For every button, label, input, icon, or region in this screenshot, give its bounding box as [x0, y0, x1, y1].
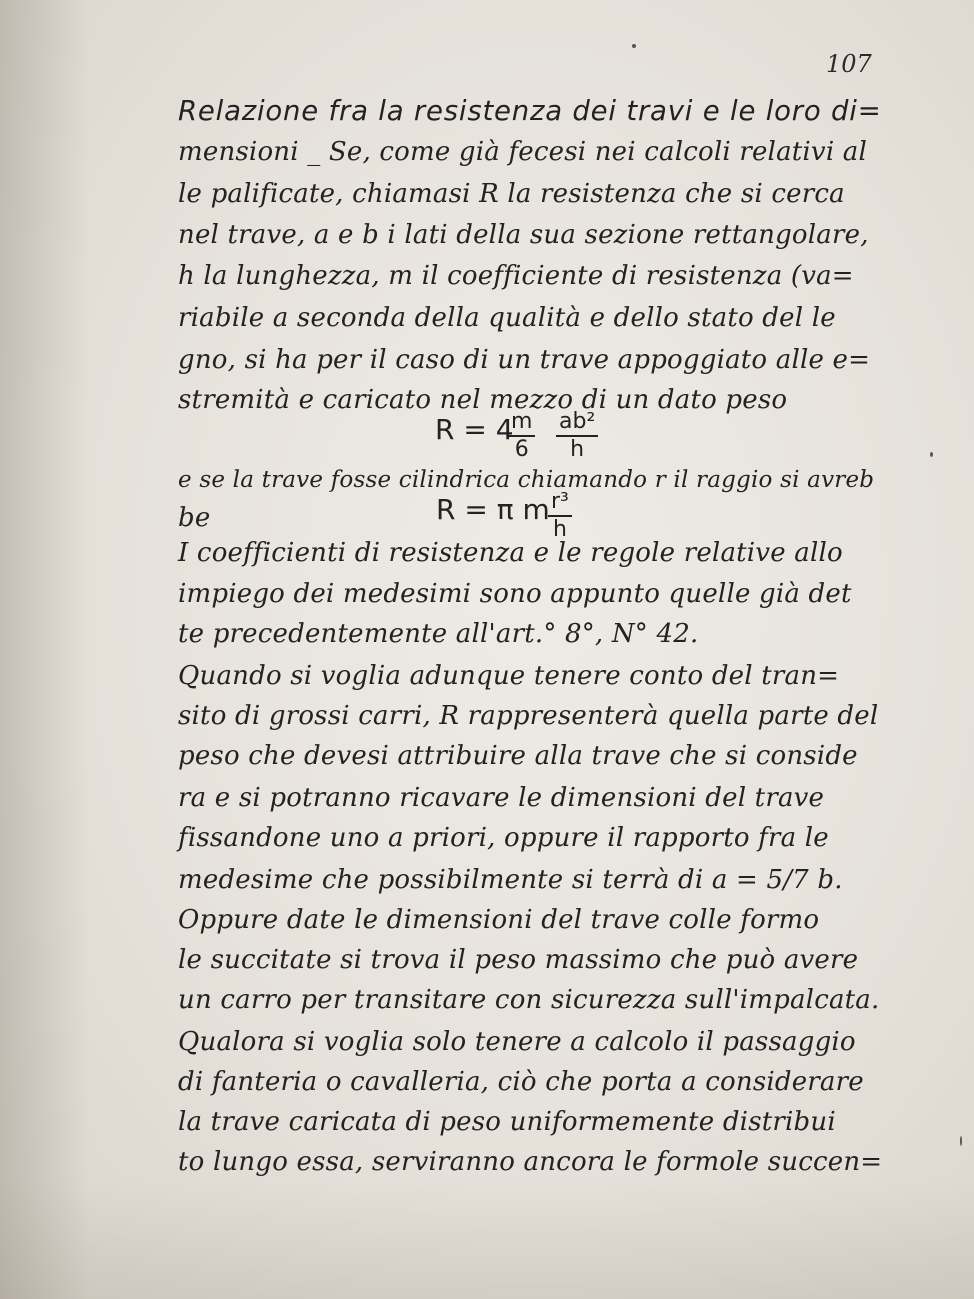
formula-beam-cylindrical [436, 493, 550, 526]
text-line: riabile a seconda della qualità e dello stato del le [178, 303, 836, 333]
text-line: Oppure date le dimensioni del trave colle formo [178, 905, 820, 935]
text-line: le palificate, chiamasi R la resistenza che si cerca [178, 179, 845, 209]
fraction-numerator: m [508, 409, 535, 437]
text-line: medesime che possibilmente si terrà di a = 5/7 b. [178, 865, 843, 895]
text-line: te precedentemente all'art.° 8°, N° 42. [178, 619, 699, 649]
page-edge-shadow [0, 0, 90, 1299]
formula-lhs: R = π m [436, 493, 550, 526]
text-line: la trave caricata di peso uniformemente distribui [178, 1107, 836, 1137]
formula-beam-rectangular [435, 413, 514, 446]
text-line: mensioni _ Se, come già fecesi nei calcoli relativi al [178, 137, 868, 167]
text-line: gno, si ha per il caso di un trave appoggiato alle e= [178, 345, 871, 375]
fraction-denominator: h [570, 437, 585, 462]
text-line: le succitate si trova il peso massimo che può avere [178, 945, 859, 975]
page-number: 107 [826, 50, 872, 78]
fraction-numerator: ab² [556, 409, 598, 437]
text-line: nel trave, a e b i lati della sua sezione rettangolare, [178, 220, 869, 250]
text-line: h la lunghezza, m il coefficiente di resistenza (va= [178, 261, 854, 291]
fraction-m-over-6 [508, 409, 535, 463]
formula-lhs: R = 4 [435, 413, 514, 446]
fraction-denominator: h [552, 517, 567, 542]
text-line: sito di grossi carri, R rappresenterà quella parte del [178, 701, 879, 731]
paper-speck [960, 1136, 962, 1146]
text-line: di fanteria o cavalleria, ciò che porta a considerare [178, 1067, 864, 1097]
text-line: Quando si voglia adunque tenere conto del tran= [178, 661, 840, 691]
text-line: Qualora si voglia solo tenere a calcolo il passaggio [178, 1027, 856, 1057]
text-line: ra e si potranno ricavare le dimensioni del trave [178, 783, 825, 813]
text-line: be [178, 503, 211, 533]
text-line: stremità e caricato nel mezzo di un dato peso [178, 385, 788, 415]
page-bottom-shadow [0, 1179, 974, 1299]
text-line: I coefficienti di resistenza e le regole relative allo [178, 538, 843, 568]
paper-speck [930, 452, 933, 457]
text-line: peso che devesi attribuire alla trave che si conside [178, 741, 858, 771]
text-line: to lungo essa, serviranno ancora le formole succen= [178, 1147, 883, 1177]
fraction-r3-over-h [548, 489, 572, 543]
text-line: impiego dei medesimi sono appunto quelle già det [178, 579, 852, 609]
text-line: fissandone uno a priori, oppure il rapporto fra le [178, 823, 829, 853]
fraction-denominator: 6 [514, 437, 529, 462]
text-line: un carro per transitare con sicurezza sull'impalcata. [178, 985, 880, 1015]
text-line-title: Relazione fra la resistenza dei travi e le loro di= [178, 95, 882, 127]
fraction-numerator: r³ [548, 489, 572, 517]
paper-speck [632, 44, 636, 48]
fraction-ab2-over-h [556, 409, 598, 463]
text-line: e se la trave fosse cilindrica chiamando r il raggio si avreb [178, 467, 875, 493]
